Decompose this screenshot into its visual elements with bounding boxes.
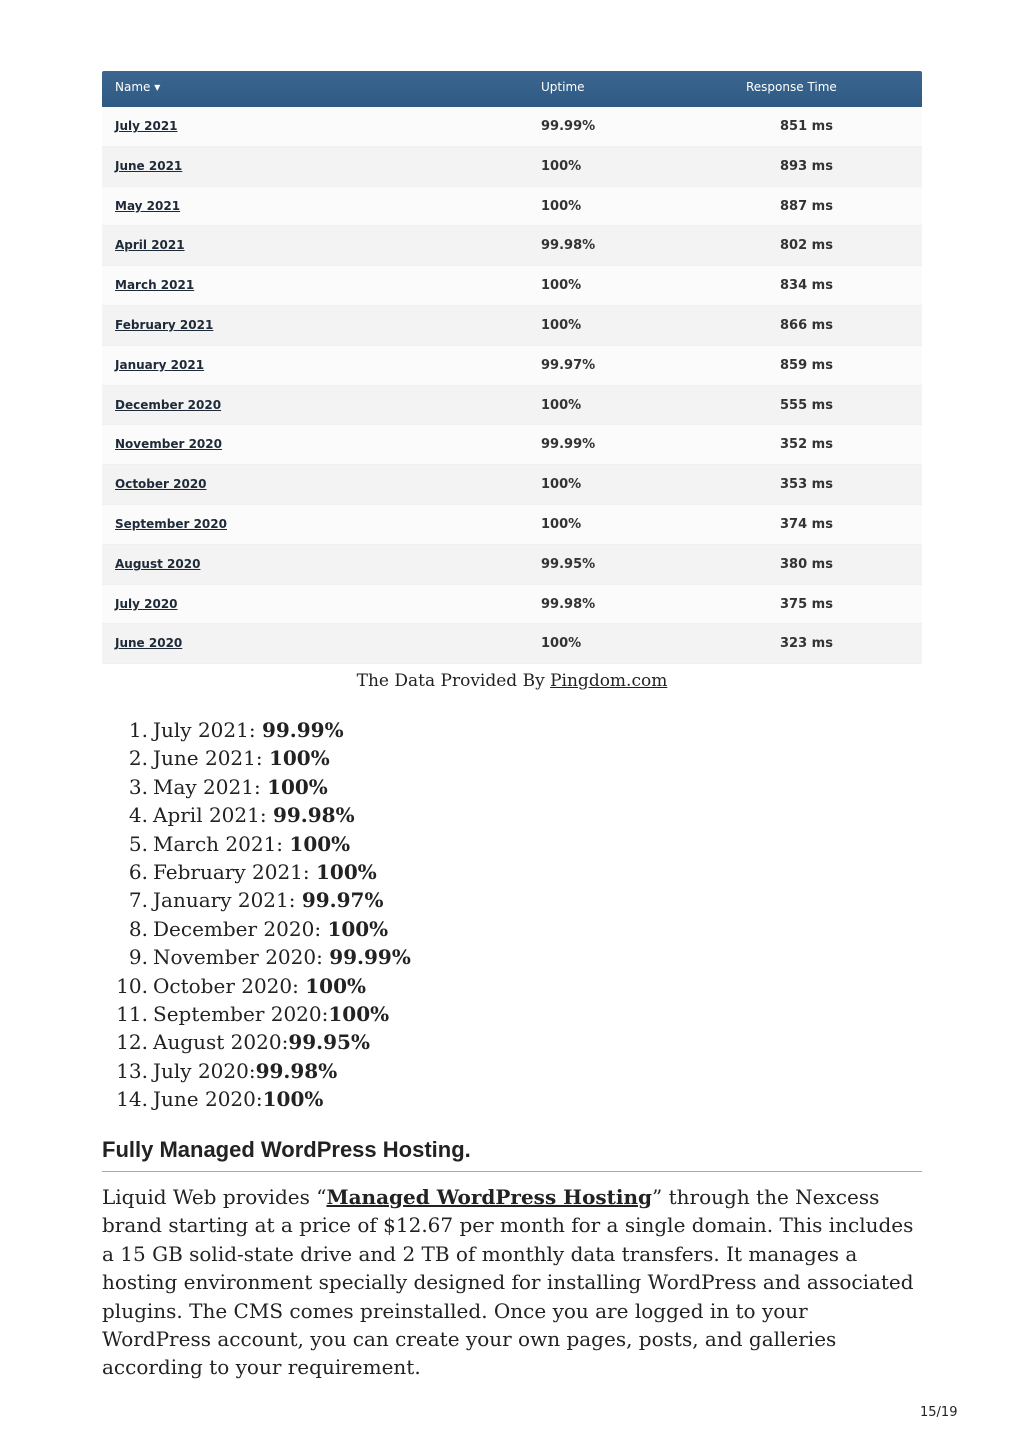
column-header-uptime[interactable]: Uptime <box>541 80 585 94</box>
list-item-label: February 2021: <box>153 860 316 885</box>
list-item-label: March 2021: <box>153 831 290 856</box>
table-row <box>102 107 922 147</box>
list-item-label: July 2020: <box>153 1058 256 1083</box>
uptime-cell: 99.99% <box>541 119 596 134</box>
table-row <box>102 624 922 664</box>
list-item-value: 100% <box>328 1002 390 1027</box>
table-row <box>102 545 922 585</box>
paragraph-text-before-link: Liquid Web provides “ <box>102 1185 327 1209</box>
month-link[interactable]: May 2021 <box>115 198 181 213</box>
response-time-cell: 374 ms <box>780 516 833 532</box>
list-item-value: 100% <box>267 774 328 799</box>
list-item <box>128 716 411 744</box>
list-item-value: 99.95% <box>288 1030 370 1055</box>
list-item-value: 99.98% <box>255 1058 338 1083</box>
month-link[interactable]: November 2020 <box>115 437 222 452</box>
list-item-label: December 2020: <box>153 916 328 941</box>
list-item <box>128 858 411 886</box>
uptime-cell: 100% <box>541 636 582 652</box>
month-link[interactable]: July 2020 <box>115 596 178 611</box>
list-item <box>116 1028 411 1056</box>
list-item-label: May 2021: <box>153 774 268 799</box>
list-item <box>128 886 411 914</box>
list-item <box>128 830 411 858</box>
list-item-value: 99.99% <box>261 718 344 742</box>
uptime-cell: 100% <box>541 317 582 333</box>
list-item-label: September 2020: <box>153 1002 329 1027</box>
month-link[interactable]: March 2021 <box>115 278 195 293</box>
list-item-label: January 2021: <box>153 888 302 913</box>
list-number: 8. <box>128 916 148 941</box>
response-time-cell: 887 ms <box>780 198 833 214</box>
response-time-cell: 380 ms <box>780 556 833 572</box>
list-item <box>128 943 411 971</box>
response-time-cell: 323 ms <box>780 636 833 652</box>
list-item-value: 100% <box>327 916 389 941</box>
table-caption <box>0 671 1024 691</box>
list-item-label: August 2020: <box>153 1030 289 1055</box>
list-item-value: 99.97% <box>301 888 384 913</box>
month-link[interactable]: August 2020 <box>115 556 201 571</box>
month-link[interactable]: June 2021 <box>115 158 183 173</box>
list-item <box>128 801 411 829</box>
section-paragraph <box>102 1183 922 1382</box>
page-number: 15/19 <box>920 1405 958 1420</box>
month-link[interactable]: December 2020 <box>115 397 222 412</box>
table-row <box>102 465 922 505</box>
list-number: 1. <box>128 718 148 742</box>
list-number: 11. <box>116 1002 148 1027</box>
list-item-value: 99.98% <box>272 803 355 828</box>
table-row <box>102 147 922 187</box>
uptime-cell: 100% <box>541 198 582 214</box>
uptime-cell: 99.97% <box>541 357 596 373</box>
table-body <box>102 107 922 664</box>
list-item <box>116 1000 411 1028</box>
list-item-label: October 2020: <box>153 973 306 998</box>
list-number: 5. <box>128 831 148 856</box>
list-number: 7. <box>128 888 148 913</box>
list-number: 9. <box>128 945 148 970</box>
table-row <box>102 346 922 386</box>
month-link[interactable]: January 2021 <box>115 357 205 372</box>
uptime-cell: 100% <box>541 516 582 532</box>
uptime-table <box>102 71 922 664</box>
list-item <box>128 744 411 772</box>
list-number: 14. <box>116 1087 148 1112</box>
list-number: 3. <box>128 774 148 799</box>
month-link[interactable]: July 2021 <box>115 119 178 133</box>
caption-prefix: The Data Provided By <box>356 671 551 691</box>
month-link[interactable]: September 2020 <box>115 516 227 531</box>
list-item-value: 100% <box>316 860 377 885</box>
response-time-cell: 555 ms <box>780 397 833 413</box>
list-item-label: April 2021: <box>153 803 273 828</box>
table-row <box>102 585 922 625</box>
uptime-cell: 99.98% <box>541 596 596 612</box>
month-link[interactable]: February 2021 <box>115 317 214 332</box>
list-item-value: 100% <box>289 831 351 856</box>
table-row <box>102 505 922 545</box>
response-time-cell: 352 ms <box>780 437 833 453</box>
uptime-cell: 99.95% <box>541 556 596 572</box>
table-header <box>102 71 922 107</box>
uptime-list <box>116 716 411 1114</box>
table-row <box>102 425 922 465</box>
table-row <box>102 266 922 306</box>
list-item-label: June 2021: <box>153 746 269 771</box>
list-item-value: 100% <box>305 973 366 998</box>
list-number: 6. <box>128 860 148 885</box>
uptime-cell: 99.98% <box>541 238 596 254</box>
response-time-cell: 859 ms <box>780 357 833 373</box>
paragraph-text-after-link: ” through the Nexcess brand starting at a price of $12.67 per month for a single domain. This includes a 15 GB solid-state drive and 2 TB of monthly data transfers. It manages a hosting environment specially designed for installing WordPress and associated plugins. The CMS comes preinstalled. Once you are logged in to your WordPress account, you can create your own pages, posts, and galleries according to your requirement. <box>102 1185 914 1380</box>
uptime-cell: 100% <box>541 397 582 413</box>
list-item-label: November 2020: <box>153 945 330 970</box>
list-number: 10. <box>116 973 148 998</box>
list-item <box>116 972 411 1000</box>
list-number: 13. <box>116 1058 148 1083</box>
response-time-cell: 802 ms <box>780 238 833 254</box>
list-item <box>128 915 411 943</box>
table-row <box>102 187 922 227</box>
managed-wordpress-hosting-link[interactable]: Managed WordPress Hosting <box>326 1185 653 1209</box>
list-item-value: 99.99% <box>329 945 411 970</box>
month-link[interactable]: October 2020 <box>115 477 207 492</box>
response-time-cell: 353 ms <box>780 477 833 493</box>
response-time-cell: 834 ms <box>780 278 833 294</box>
list-item-label: July 2021: <box>153 718 262 742</box>
response-time-cell: 851 ms <box>780 119 833 134</box>
uptime-cell: 100% <box>541 278 582 294</box>
list-item-label: June 2020: <box>153 1087 263 1112</box>
list-item <box>116 1085 411 1113</box>
month-link[interactable]: April 2021 <box>115 238 185 253</box>
table-row <box>102 386 922 426</box>
list-number: 4. <box>128 803 148 828</box>
list-item <box>128 773 411 801</box>
column-header-name[interactable]: Name ▾ <box>115 80 161 94</box>
uptime-cell: 100% <box>541 158 582 174</box>
column-header-response-time[interactable]: Response Time <box>746 80 837 94</box>
list-item <box>116 1057 411 1085</box>
uptime-cell: 99.99% <box>541 437 596 453</box>
table-row <box>102 226 922 266</box>
month-link[interactable]: June 2020 <box>115 636 183 651</box>
list-number: 2. <box>128 746 148 771</box>
section-heading: Fully Managed WordPress Hosting. <box>102 1137 922 1172</box>
response-time-cell: 893 ms <box>780 158 833 174</box>
list-item-value: 100% <box>268 746 330 771</box>
list-item-value: 100% <box>262 1087 324 1112</box>
pingdom-link[interactable]: Pingdom.com <box>550 671 668 691</box>
uptime-cell: 100% <box>541 477 582 493</box>
response-time-cell: 375 ms <box>780 596 833 612</box>
response-time-cell: 866 ms <box>780 317 833 333</box>
table-row <box>102 306 922 346</box>
list-number: 12. <box>116 1030 148 1055</box>
